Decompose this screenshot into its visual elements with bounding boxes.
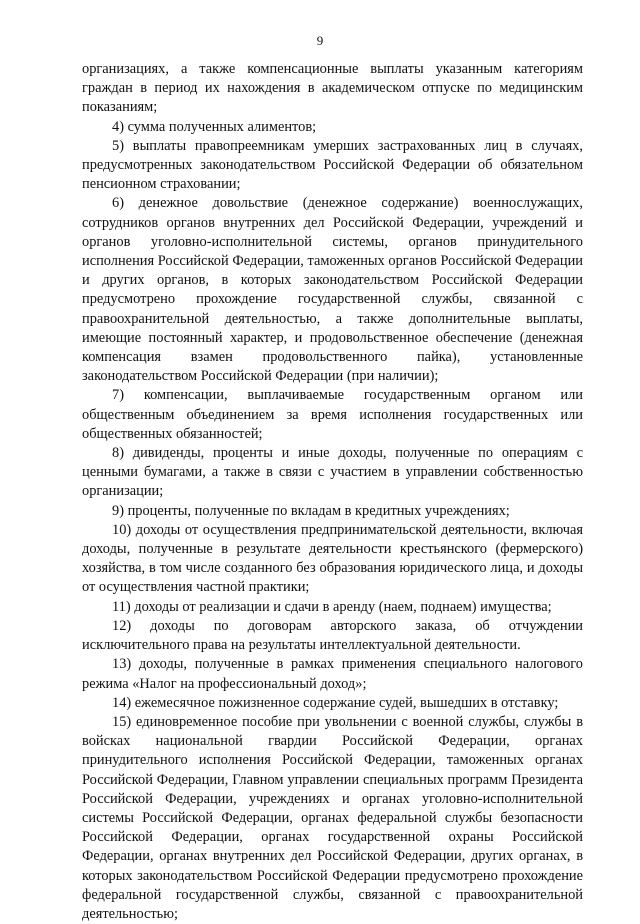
- paragraph-continuation: организациях, а также компенсационные выплаты указанным категориям граждан в период их нахождения в академическом отпуске по медицинским показаниям;: [82, 61, 583, 116]
- list-item-15: 15) единовременное пособие при увольнении с военной службы, службы в войсках национальной гвардии Российской Федерации, органах принудительного исполнения Российской Федерации, таможенных органах Российской Федерации, Главном управлении специальных программ Президента Российской Федерации, учреждениях и органах уголовно-исполнительной системы Российской Федерации, органах федеральной службы безопасности Российской Федерации, органах государственной охраны Российской Федерации, органах внутренних дел Российской Федерации, других органах, в которых законодательством Российской Федерации предусмотрено прохождение федеральной государственной службы, связанной с правоохранительной деятельностью;: [82, 713, 583, 922]
- list-item-14: 14) ежемесячное пожизненное содержание судей, вышедших в отставку;: [112, 694, 559, 711]
- list-item-13: 13) доходы, полученные в рамках применения специального налогового режима «Налог на профессиональный доход»;: [82, 656, 583, 692]
- list-item-4: 4) сумма полученных алиментов;: [112, 118, 317, 135]
- page-number: 9: [316, 33, 324, 48]
- list-item-11: 11) доходы от реализации и сдачи в аренду (наем, поднаем) имущества;: [112, 598, 552, 615]
- document-body: [82, 60, 583, 924]
- list-item-12: 12) доходы по договорам авторского заказа, об отчуждении исключительного права на результаты интеллектуальной деятельности.: [82, 617, 583, 654]
- list-item-10: 10) доходы от осуществления предпринимательской деятельности, включая доходы, полученные в результате деятельности крестьянского (фермерского) хозяйства, в том числе созданного без образования юридического лица, и доходы от осуществления частной практики;: [82, 521, 583, 596]
- list-item-7: 7) компенсации, выплачиваемые государственным органом или общественным объединением за время исполнения государственных или общественных обязанностей;: [82, 387, 583, 442]
- list-item-6: 6) денежное довольствие (денежное содержание) военнослужащих, сотрудников органов внутренних дел Российской Федерации, учреждений и органов уголовно-исполнительной системы, органов принудительного исполнения Российской Федерации, таможенных органов Российской Федерации и других органов, в которых законодательством Российской Федерации предусмотрено прохождение государственной службы, связанной с правоохранительной деятельностью, а также дополнительные выплаты, имеющие постоянный характер, и продовольственное обеспечение (денежная компенсация взамен продовольственного пайка), установленные законодательством Российской Федерации (при наличии);: [82, 195, 583, 385]
- list-item-8: 8) дивиденды, проценты и иные доходы, полученные по операциям с ценными бумагами, а также в связи с участием в управлении собственностью организации;: [82, 445, 583, 500]
- list-item-9: 9) проценты, полученные по вкладам в кредитных учреждениях;: [112, 502, 510, 519]
- list-item-5: 5) выплаты правопреемникам умерших застрахованных лиц в случаях, предусмотренных законодательством Российской Федерации об обязательном пенсионном страховании;: [82, 137, 583, 193]
